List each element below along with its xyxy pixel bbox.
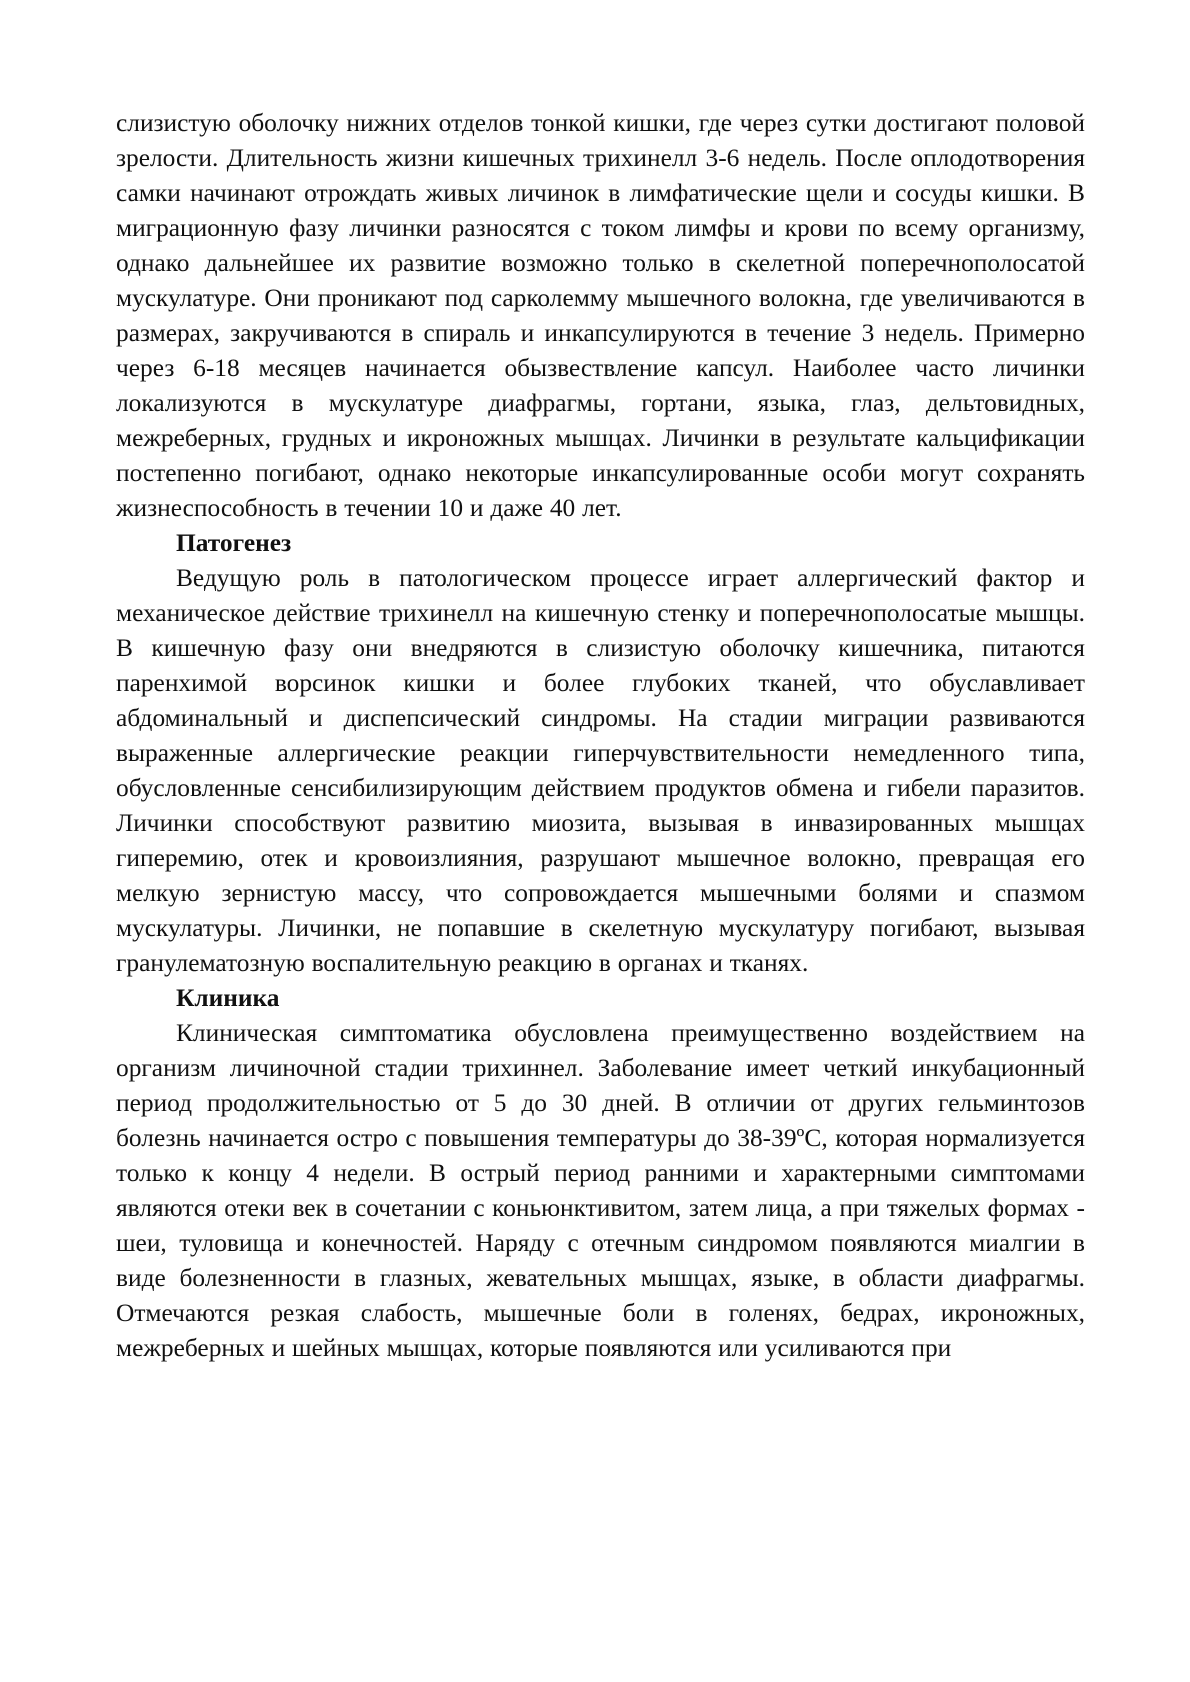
body-paragraph-pathogenesis: Ведущую роль в патологическом процессе играет аллергический фактор и механическое действие трихинелл на кишечную стенку и поперечнополосатые мышцы. В кишечную фазу они внедряются в слизистую оболочку кишечника, питаются паренхимой ворсинок кишки и более глубоких тканей, что обуславливает абдоминальный и диспепсический синдромы. На стадии миграции развиваются выраженные аллергические реакции гиперчувствительности немедленного типа, обусловленные сенсибилизирующим действием продуктов обмена и гибели паразитов. Личинки способствуют развитию миозита, вызывая в инвазированных мышцах гиперемию, отек и кровоизлияния, разрушают мышечное волокно, превращая его мелкую зернистую массу, что сопровождается мышечными болями и спазмом мускулатуры. Личинки, не попавшие в скелетную мускулатуру погибают, вызывая гранулематозную воспалительную реакцию в органах и тканях. [116, 564, 1085, 977]
section-heading-pathogenesis: Патогенез [176, 529, 292, 557]
body-paragraph-clinic: Клиническая симптоматика обусловлена преимущественно воздействием на организм личиночной стадии трихиннел. Заболевание имеет четкий инкубационный период продолжительностью от 5 до 30 дней. В отличии от других гельминтозов болезнь начинается остро с повышения температуры до 38-39ºС, которая нормализуется только к концу 4 недели. В острый период ранними и характерными симптомами являются отеки век в сочетании с коньюнктивитом, затем лица, а при тяжелых формах - шеи, туловища и конечностей. Наряду с отечным синдромом появляются миалгии в виде болезненности в глазных, жевательных мышцах, языке, в области диафрагмы. Отмечаются резкая слабость, мышечные боли в голенях, бедрах, икроножных, межреберных и шейных мышцах, которые появляются или усиливаются при [116, 1019, 1085, 1362]
body-paragraph-lifecycle: слизистую оболочку нижних отделов тонкой кишки, где через сутки достигают половой зрелости. Длительность жизни кишечных трихинелл 3-6 недель. После оплодотворения самки начинают отрождать живых личинок в лимфатические щели и сосуды кишки. В миграционную фазу личинки разносятся с током лимфы и крови по всему организму, однако дальнейшее их развитие возможно только в скелетной поперечнополосатой мускулатуре. Они проникают под сарколемму мышечного волокна, где увеличиваются в размерах, закручиваются в спираль и инкапсулируются в течение 3 недель. Примерно через 6-18 месяцев начинается обызвествление капсул. Наиболее часто личинки локализуются в мускулатуре диафрагмы, гортани, языка, глаз, дельтовидных, межреберных, грудных и икроножных мышцах. Личинки в результате кальцификации постепенно погибают, однако некоторые инкапсулированные особи могут сохранять жизнеспособность в течении 10 и даже 40 лет. [116, 109, 1085, 522]
section-heading-clinic: Клиника [176, 984, 280, 1012]
document-page [116, 106, 1085, 1366]
